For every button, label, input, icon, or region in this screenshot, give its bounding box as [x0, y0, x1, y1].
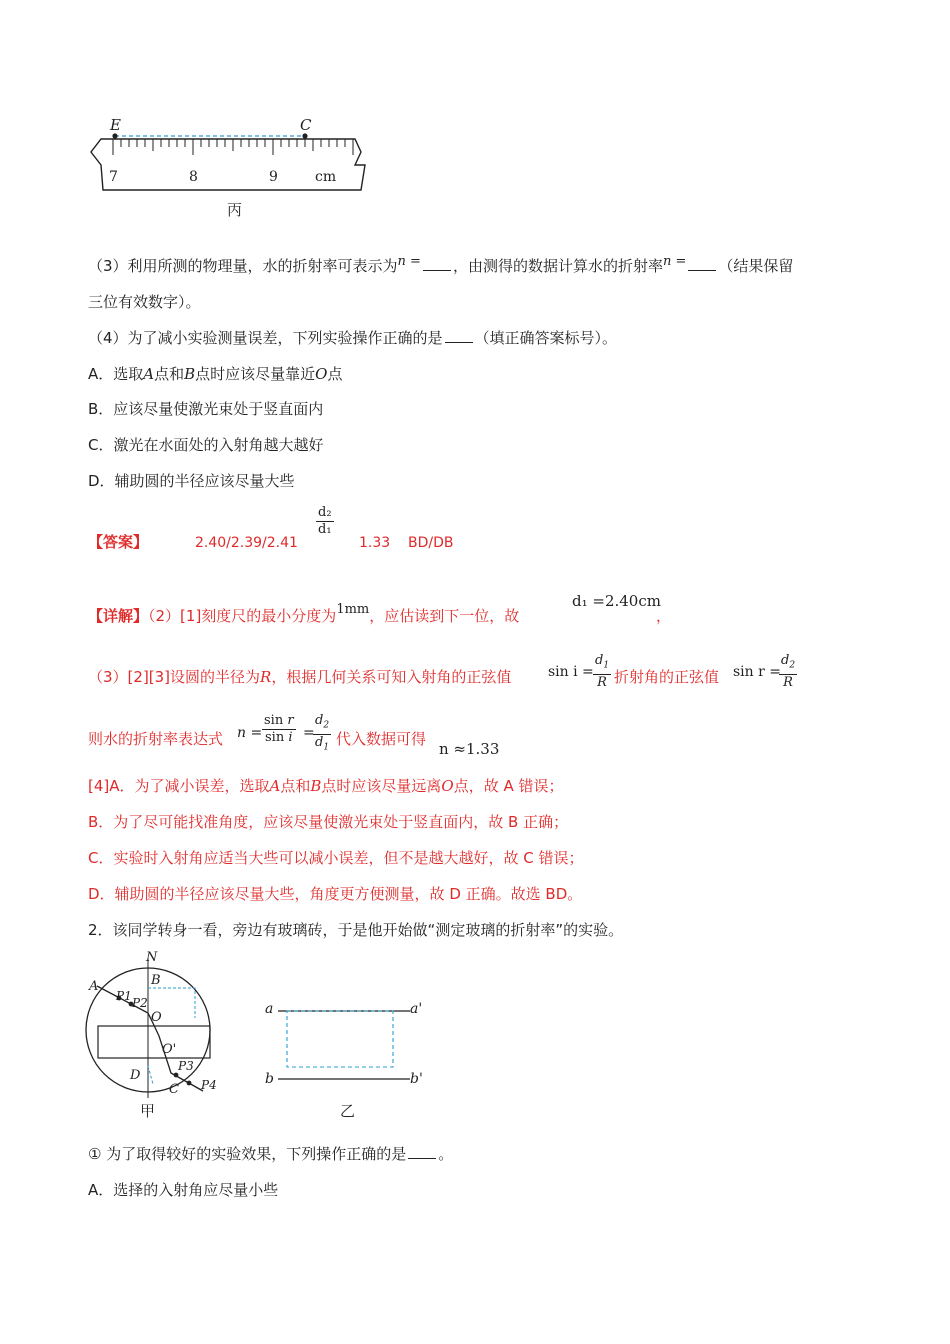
label-o: O: [151, 1010, 162, 1025]
detail-line-5: B．为了尽可能找准角度，应该尽量使激光束处于竖直面内，故 B 正确；: [88, 813, 569, 831]
detail-d1-equation: d₁ =2.40cm: [572, 592, 661, 610]
label-c-jia: C: [169, 1082, 179, 1097]
question-3-line-1: （3）利用所测的物理量，水的折射率可表示为n = ，由测得的数据计算水的折射率n = （结果保留: [88, 254, 794, 275]
n-result: n ≈1.33: [439, 740, 500, 758]
dashed-helper-bottom: [148, 1066, 153, 1084]
answer-value-3: 1.33: [359, 535, 391, 551]
detail-line-2: （3）[2][3]设圆的半径为R，根据几何关系可知入射角的正弦值: [88, 668, 512, 686]
sin-r-label: sin r =: [733, 664, 782, 680]
label-p2: P2: [132, 996, 148, 1010]
option-d: D．辅助圆的半径应该尽量大些: [88, 472, 295, 490]
detail-line-3: 则水的折射率表达式: [88, 730, 224, 748]
label-b-prime: b': [410, 1071, 423, 1087]
glass-outline-dashed: [287, 1011, 393, 1067]
ruler-ticks: [113, 139, 353, 155]
detail-line-2-b: 折射角的正弦值: [614, 668, 720, 686]
answer-blank: [423, 256, 451, 271]
option-b: B．应该尽量使激光束处于竖直面内: [88, 400, 324, 418]
label-a-prime: a': [410, 1001, 423, 1017]
detail-line-1: 【详解】（2）[1]刻度尺的最小分度为1mm，应估读到下一位，故: [88, 602, 520, 625]
answer-blank: [408, 1144, 436, 1159]
figure-caption-yi: 乙: [340, 1102, 356, 1120]
answer-blank: [688, 256, 716, 271]
detail-line-3-b: 代入数据可得: [336, 730, 427, 748]
point-c: [302, 133, 307, 138]
label-d: D: [130, 1068, 141, 1083]
label-b: B: [151, 973, 161, 988]
question-2-1: ① 为了取得较好的实验效果，下列操作正确的是 。: [88, 1145, 454, 1163]
sin-i-label: sin i =: [548, 664, 594, 680]
detail-line-7: D．辅助圆的半径应该尽量大些，角度更方便测量，故 D 正确。故选 BD。: [88, 885, 583, 903]
sin-r-fraction: $\frac{d_2}{R}$: [781, 653, 796, 690]
question-4: （4）为了减小实验测量误差，下列实验操作正确的是 （填正确答案标号）。: [88, 329, 618, 347]
figure-yi: [270, 996, 423, 1086]
equals-sign: =: [303, 725, 315, 741]
tick-label-9: 9: [269, 169, 278, 185]
sinr-over-sini-fraction: $\frac{\text{sin r}}{\text{sin i}}$: [264, 713, 294, 745]
detail-line-4: [4]A．为了减小误差，选取A点和B点时应该尽量远离O点，故 A 错误；: [88, 777, 564, 795]
answer-value-1: 2.40/2.39/2.41: [195, 535, 298, 551]
glass-block: [98, 1026, 210, 1058]
tick-label-7: 7: [109, 169, 118, 185]
label-p3: P3: [178, 1059, 194, 1073]
figure-caption-bing: 丙: [227, 201, 243, 219]
figure-caption-jia: 甲: [140, 1102, 156, 1120]
label-a: A: [89, 979, 99, 994]
label-b-yi: b: [265, 1071, 274, 1087]
label-n: N: [146, 950, 158, 965]
label-p4: P4: [201, 1078, 217, 1092]
tick-label-8: 8: [189, 169, 198, 185]
sin-i-fraction: $\frac{d_1}{R}$: [595, 653, 610, 690]
label-e: E: [110, 116, 121, 134]
label-a-yi: a: [265, 1001, 274, 1017]
answer-label: 【答案】: [88, 533, 149, 551]
answer-fraction: $\frac{\text{d₂}}{\text{d₁}}$: [318, 505, 332, 537]
d2-over-d1-fraction: $\frac{d_2}{d_1}$: [315, 713, 330, 753]
detail-line-6: C．实验时入射角应适当大些可以减小误差，但不是越大越好，故 C 错误；: [88, 849, 584, 867]
question-2: 2．该同学转身一看，旁边有玻璃砖，于是他开始做“测定玻璃的折射率”的实验。: [88, 921, 624, 939]
label-o-prime: O': [162, 1042, 177, 1057]
answer-blank: [445, 328, 473, 343]
question-2-1-option-a: A．选择的入射角应尽量小些: [88, 1181, 279, 1199]
label-c: C: [300, 116, 312, 134]
light-path: [97, 986, 203, 1091]
detail-line-1-end: ，: [656, 607, 672, 625]
n-expression-label: n =: [237, 725, 263, 741]
option-a: A．选取A点和B点时应该尽量靠近O点: [88, 365, 343, 383]
point-e: [112, 133, 117, 138]
answer-value-4: BD/DB: [408, 535, 454, 551]
option-c: C．激光在水面处的入射角越大越好: [88, 436, 324, 454]
tick-unit-cm: cm: [315, 169, 337, 185]
question-3-line-2: 三位有效数字）。: [88, 293, 201, 311]
label-p1: P1: [116, 989, 132, 1003]
